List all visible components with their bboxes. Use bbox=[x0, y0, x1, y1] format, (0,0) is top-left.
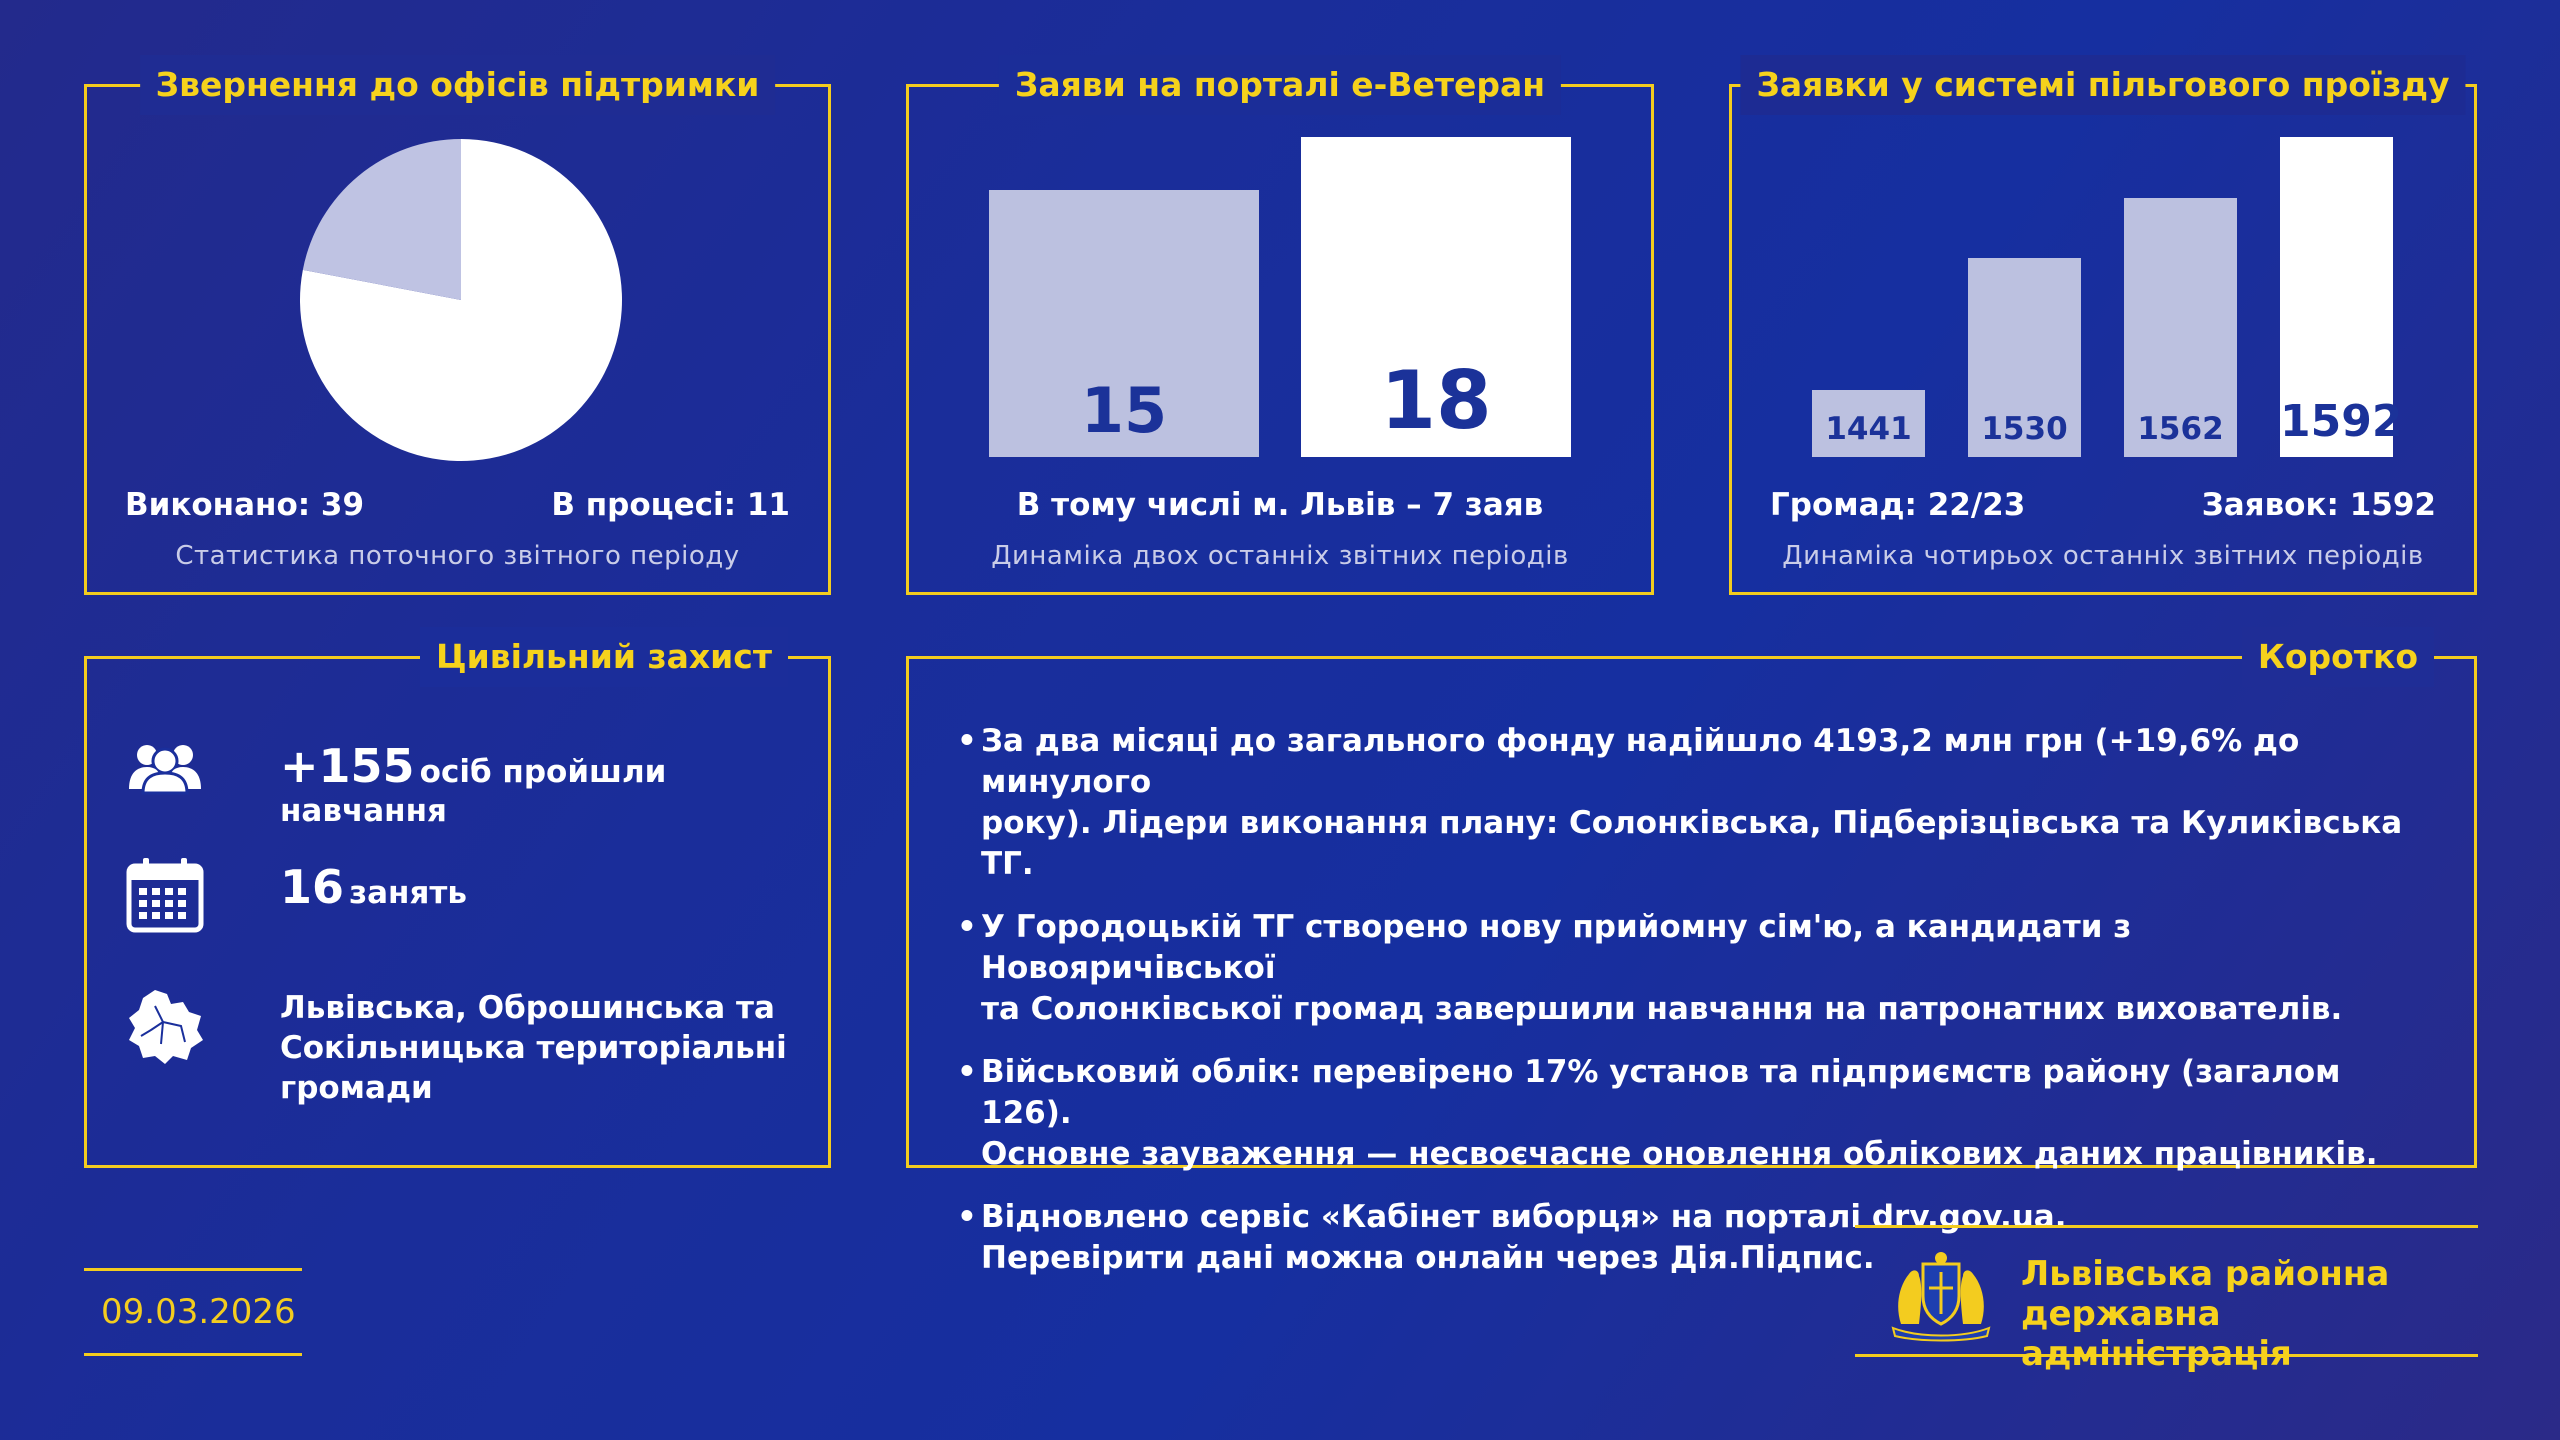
travel-value-4: 1592 bbox=[2280, 396, 2403, 447]
civil-communities-row bbox=[125, 984, 798, 1114]
travel-value-3: 1562 bbox=[2137, 411, 2224, 447]
e-veteran-bar-previous bbox=[989, 190, 1259, 457]
report-date: 09.03.2026 bbox=[84, 1268, 302, 1356]
communities-line-3: громади bbox=[280, 1070, 433, 1106]
travel-communities: Громад: 22/23 bbox=[1770, 487, 2026, 523]
e-veteran-panel bbox=[906, 65, 1654, 595]
travel-bar-3 bbox=[2124, 198, 2237, 457]
e-veteran-bar-current bbox=[1301, 137, 1571, 457]
trained-text: осіб пройшли навчання bbox=[280, 754, 667, 829]
brief-item-line: • Військовий облік: перевірено 17% установ та підприємств району (загалом 126). bbox=[981, 1054, 2341, 1131]
travel-panel bbox=[1729, 65, 2477, 595]
completed-count: Виконано: 39 bbox=[125, 487, 365, 523]
brief-item-line: Перевірити дані можна онлайн через Дія.Підпис. bbox=[981, 1240, 1875, 1276]
brief-item-line: • Відновлено сервіс «Кабінет виборця» на порталі drv.gov.ua. bbox=[981, 1199, 2067, 1235]
travel-value-2: 1530 bbox=[1981, 411, 2068, 447]
travel-bar-chart bbox=[1812, 137, 2412, 457]
civil-defense-panel bbox=[84, 637, 831, 1168]
brief-item bbox=[957, 721, 2414, 885]
civil-classes-row bbox=[125, 854, 798, 934]
travel-bar-4 bbox=[2280, 137, 2403, 457]
support-offices-pie-chart bbox=[87, 87, 834, 487]
trained-number: +155 bbox=[280, 739, 415, 793]
e-veteran-value-previous: 15 bbox=[1080, 374, 1168, 447]
civil-defense-title: Цивільний захист bbox=[420, 627, 788, 687]
travel-bar-1 bbox=[1812, 390, 1925, 457]
travel-title: Заявки у системі пільгового проїзду bbox=[1740, 55, 2465, 115]
org-name-line-1: Львівська районна bbox=[2021, 1254, 2390, 1294]
travel-bar-2 bbox=[1968, 258, 2081, 457]
e-veteran-caption: Динаміка двох останніх звітних періодів bbox=[991, 541, 1569, 571]
district-map-icon bbox=[125, 986, 205, 1066]
brief-item-line: та Солонківської громад завершили навчання на патронатних вихователів. bbox=[981, 991, 2343, 1027]
coat-of-arms-icon bbox=[1879, 1246, 2003, 1342]
e-veteran-note: В тому числі м. Львів – 7 заяв bbox=[1016, 487, 1544, 523]
brief-item bbox=[957, 1052, 2414, 1175]
calendar-icon bbox=[125, 854, 205, 934]
brief-item-line: • За два місяці до загального фонду надійшло 4193,2 млн грн (+19,6% до минулого bbox=[981, 723, 2300, 800]
support-offices-panel bbox=[84, 65, 831, 595]
classes-number: 16 bbox=[280, 860, 345, 914]
people-group-icon bbox=[125, 731, 205, 811]
support-offices-title: Звернення до офісів підтримки bbox=[140, 55, 776, 115]
org-name-line-2: державна адміністрація bbox=[2021, 1294, 2292, 1374]
e-veteran-value-current: 18 bbox=[1380, 354, 1492, 447]
support-offices-caption: Статистика поточного звітного періоду bbox=[175, 541, 740, 571]
brief-item-line: • У Городоцькій ТГ створено нову прийомну сім'ю, а кандидати з Новояричівської bbox=[981, 909, 2132, 986]
brief-item bbox=[957, 907, 2414, 1030]
e-veteran-bar-chart bbox=[989, 137, 1589, 457]
communities-line-1: Львівська, Оброшинська та bbox=[280, 990, 775, 1026]
classes-text: занять bbox=[349, 875, 467, 911]
in-process-count: В процесі: 11 bbox=[551, 487, 790, 523]
brief-item-line: Основне зауваження — несвоєчасне оновлення облікових даних працівників. bbox=[981, 1136, 2378, 1172]
travel-value-1: 1441 bbox=[1825, 411, 1912, 447]
brief-title: Коротко bbox=[2242, 627, 2434, 687]
e-veteran-title: Заяви на порталі е-Ветеран bbox=[999, 55, 1561, 115]
travel-caption: Динаміка чотирьох останніх звітних періодів bbox=[1782, 541, 2424, 571]
brief-item-line: року). Лідери виконання плану: Солонківська, Підберізцівська та Куликівська ТГ. bbox=[981, 805, 2403, 882]
brief-list bbox=[957, 721, 2414, 1301]
communities-line-2: Сокільницька територіальні bbox=[280, 1030, 787, 1066]
organization-footer bbox=[1855, 1225, 2478, 1374]
civil-trained-row bbox=[125, 731, 798, 829]
travel-applications: Заявок: 1592 bbox=[2201, 487, 2436, 523]
